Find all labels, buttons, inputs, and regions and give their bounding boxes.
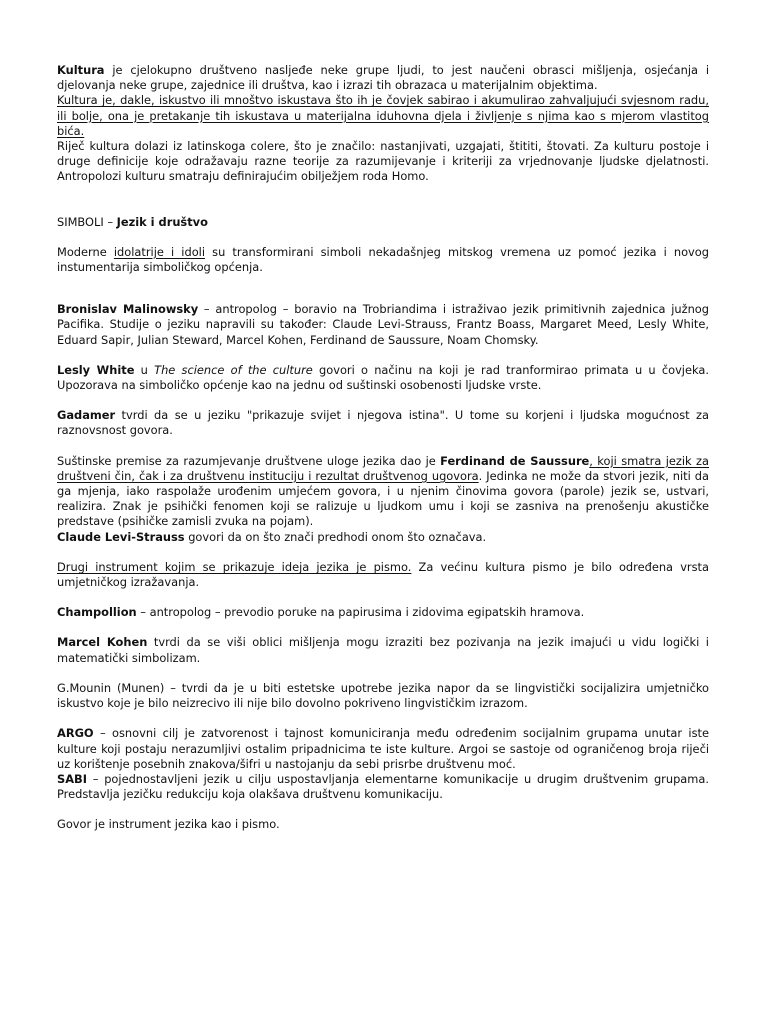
underlined-text: Kultura je, dakle, iskustvo ili mnoštvo iskustava što ih je čovjek sabirao i akumulirao zahvaljujući svjesnom radu, ili bolje, ona je pretakanje tih iskustava u materijalna iduhovna djela i življenje s njima kao s mjerom vlastitog bića. — [57, 93, 709, 138]
text: Govor je instrument jezika kao i pismo. — [57, 817, 280, 832]
paragraph-sabi — [57, 772, 709, 802]
spacer — [57, 545, 709, 560]
paragraph-mounin — [57, 681, 709, 711]
heading-title: Jezik i društvo — [116, 214, 208, 229]
section-heading — [57, 215, 709, 230]
term-marcel-kohen: Marcel Kohen — [57, 635, 148, 650]
spacer — [57, 393, 709, 408]
text: – antropolog – boravio na Trobriandima i istraživao jezik primitivnih zajednica južnog Pacifika. Studije o jeziku napravili su također: Claude Levi-Strauss, Frantz Boass, Margaret Meed, Lesly White, Eduard Sapir, Julian Steward, Marcel Kohen, Ferdinand de Saussure, Noam Chomsky. — [57, 302, 710, 347]
paragraph-govor — [57, 817, 709, 832]
paragraph-kultura-experience — [57, 93, 709, 139]
text: tvrdi da se u jeziku "prikazuje svijet i njegova istina". U tome su korjeni i ljudska mogućnost za raznovsnost govora. — [57, 408, 709, 438]
paragraph-kultura-etymology — [57, 139, 709, 185]
text: G.Mounin (Munen) – tvrdi da je u biti estetske upotrebe jezika napor da se lingvistički socijalizira umjetničko iskustvo koje je bilo neizrecivo ili nije bilo dovolno pokriveno lingvističkim izrazom. — [57, 680, 709, 711]
spacer — [57, 185, 709, 215]
spacer — [57, 348, 709, 363]
paragraph-marcel-kohen — [57, 635, 709, 665]
text: Moderne — [57, 244, 114, 259]
text: – antropolog – prevodio poruke na papirusima i zidovima egipatskih hramova. — [136, 605, 585, 620]
term-argo: ARGO — [57, 726, 94, 741]
paragraph-pismo — [57, 560, 709, 590]
paragraph-champollion — [57, 605, 709, 620]
paragraph-kultura-definition — [57, 63, 709, 93]
term-malinowsky: Bronislav Malinowsky — [57, 302, 199, 317]
text: – pojednostavljeni jezik u cilju uspostavljanja elementarne komunikacije u drugim društvenim grupama. Predstavlja jezičku redukciju koja olakšava društvenu komunikaciju. — [57, 771, 709, 802]
spacer — [57, 590, 709, 605]
term-champollion: Champollion — [57, 605, 137, 620]
spacer — [57, 275, 709, 302]
term-saussure: Ferdinand de Saussure — [440, 453, 590, 468]
term-kultura: Kultura — [57, 63, 105, 77]
term-gadamer: Gadamer — [57, 408, 116, 423]
paragraph-saussure — [57, 454, 709, 530]
text: govori o načinu na koji je rad tranformirao primata u u čovjeka. Upozorava na simboličko općenje kao na jednu od suštinski osobenosti ljudske vrste. — [57, 362, 709, 393]
text: je cjelokupno društveno nasljeđe neke grupe ljudi, to jest naučeni obrasci mišljenja, osjećanja i djelovanja neke grupe, zajednice ili društva, kao i izrazi tih obrazaca u materijalnim objektima. — [57, 63, 709, 93]
paragraph-argo — [57, 726, 709, 772]
document-page — [57, 63, 709, 833]
text: tvrdi da se viši oblici mišljenja mogu izraziti bez pozivanja na jezik imajući u vidu logički i matematički simbolizam. — [57, 635, 709, 665]
text: . Jedinka ne može da stvori jezik, niti da ga mjenja, iako raspolaže urođenim umjećem govora, i u njenim činovima govora (parole) jezik se, ustvari, realizira. Znak je psihički fenomen koji se ralizuje u ljudkom umu i koji se zasniva na prenošenju akustičke predstave (psihičke zamisli zvuka na pojam). — [57, 468, 709, 529]
underlined-text: idolatrije i idoli — [113, 244, 206, 259]
text: u — [134, 362, 155, 377]
book-title: The science of the culture — [154, 362, 313, 377]
paragraph-gadamer — [57, 408, 709, 438]
spacer — [57, 666, 709, 681]
underlined-text: Drugi instrument kojim se prikazuje ideja jezika je pismo. — [57, 559, 412, 574]
spacer — [57, 802, 709, 817]
text: Za većinu kultura pismo je bilo određena vrsta umjetničkog izražavanja. — [57, 559, 709, 590]
spacer — [57, 230, 709, 245]
paragraph-levi-strauss — [57, 530, 709, 545]
text: – osnovni cilj je zatvorenost i tajnost komuniciranja među određenim socijalnim grupama unutar iste kulture koji postaju nerazumljivi ostalim pripadnicima te iste kulture. Argoi se sastoje od ograničenog broja riječi uz korištenje posebnih znakova/šifri u nastojanju da sebi prisrbe društvenu moć. — [57, 726, 709, 771]
heading-prefix: SIMBOLI – — [57, 214, 117, 229]
text: govori da on što znači predhodi onom što označava. — [184, 529, 487, 544]
spacer — [57, 711, 709, 726]
term-levi-strauss: Claude Levi-Strauss — [57, 529, 185, 544]
paragraph-lesly-white — [57, 363, 709, 393]
paragraph-idolatrije — [57, 245, 709, 275]
text: Suštinske premise za razumjevanje društvene uloge jezika dao je — [57, 453, 441, 468]
spacer — [57, 620, 709, 635]
paragraph-malinowsky — [57, 302, 709, 348]
text: su transformirani simboli nekadašnjeg mitskog vremena uz pomoć jezika i novog instumentarija simboličkog općenja. — [57, 244, 710, 275]
term-lesly-white: Lesly White — [57, 362, 135, 377]
spacer — [57, 439, 709, 454]
text: Riječ kultura dolazi iz latinskoga colere, što je značilo: nastanjivati, uzgajati, štititi, štovati. Za kulturu postoje i druge definicije koje odražavaju razne teorije za razumijevanje i kriteriji za vrjednovanje ljudske djelatnosti. Antropolozi kulturu smatraju definirajućim obilježjem roda Homo. — [57, 139, 709, 184]
term-sabi: SABI — [57, 771, 87, 786]
underlined-text: , koji smatra jezik za društveni čin, čak i za društvenu instituciju i rezultat društvenog ugovora — [57, 453, 709, 483]
